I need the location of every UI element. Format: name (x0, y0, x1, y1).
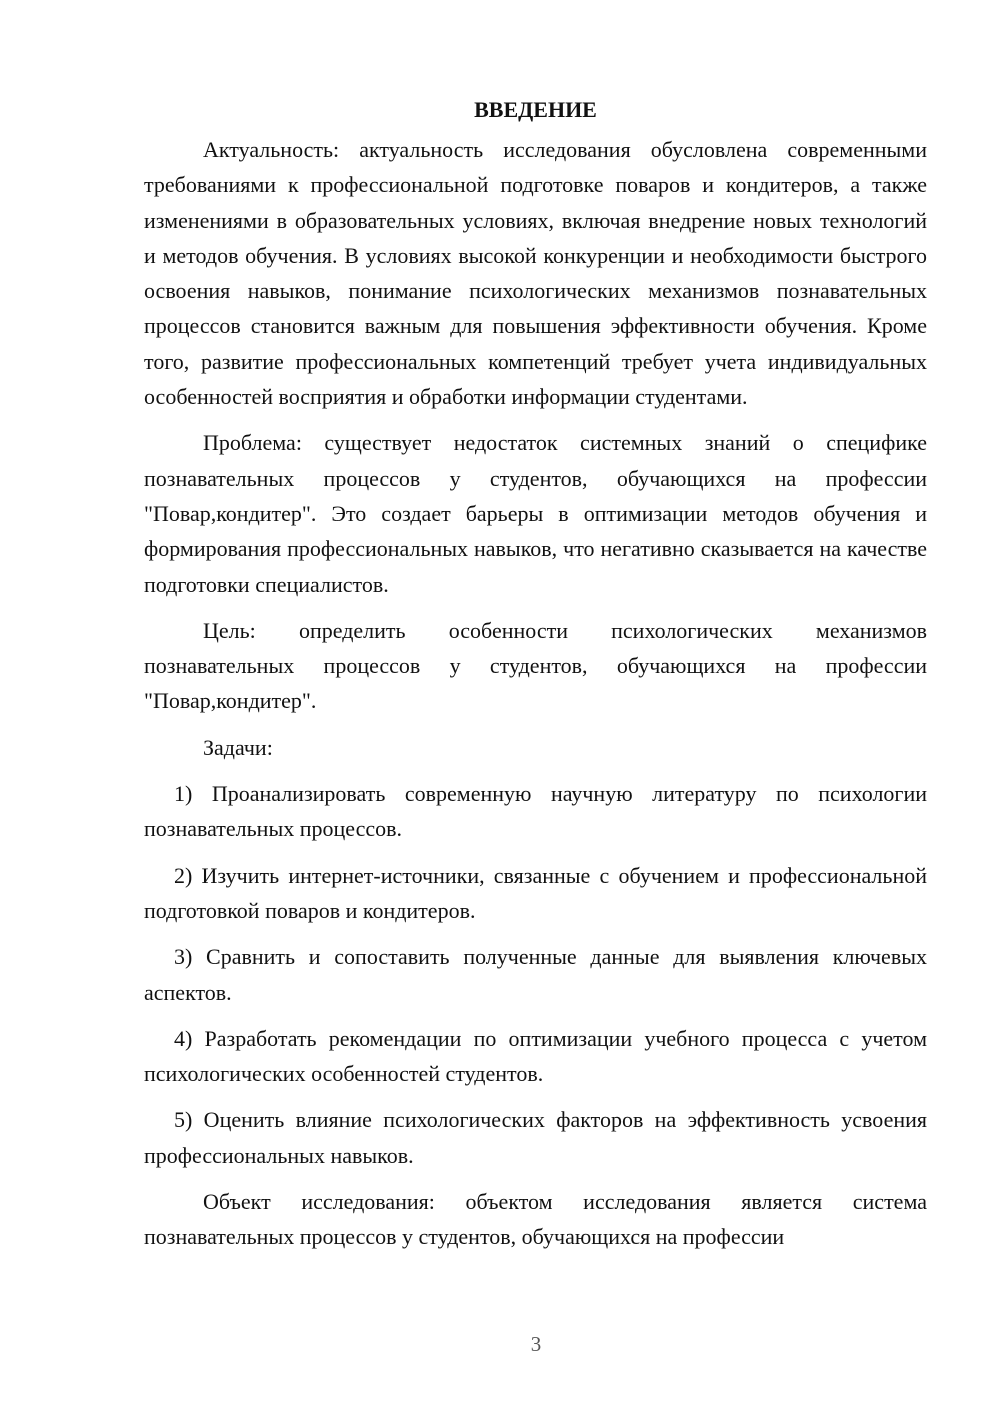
relevance-paragraph: Актуальность: актуальность исследования обусловлена современными требованиями к профессиональной подготовке поваров и кондитеров, а также изменениями в образовательных условиях, включая внедрение новых технологий и методов обучения. В условиях высокой конкуренции и необходимости быстрого освоения навыков, понимание психологических механизмов познавательных процессов становится важным для повышения эффективности обучения. Кроме того, развитие профессиональных компетенций требует учета индивидуальных особенностей восприятия и обработки информации студентами. (144, 137, 927, 410)
goal-paragraph: Цель: определить особенности психологических механизмов познавательных процессов у студентов, обучающихся на профессии "Повар,кондитер". (144, 617, 927, 714)
task-item: 5) Оценить влияние психологических факторов на эффективность усвоения профессиональных навыков. (144, 1107, 927, 1168)
task-item: 1) Проанализировать современную научную литературу по психологии познавательных процессов. (144, 781, 927, 842)
object-paragraph: Объект исследования: объектом исследования является система познавательных процессов у студентов, обучающихся на профессии (144, 1189, 927, 1250)
tasks-label: Задачи: (203, 734, 273, 760)
task-item: 3) Сравнить и сопоставить полученные данные для выявления ключевых аспектов. (144, 944, 927, 1005)
section-heading: ВВЕДЕНИЕ (474, 97, 597, 122)
page-number: 3 (530, 1332, 542, 1356)
tasks-list (144, 776, 927, 1173)
task-item: 2) Изучить интернет-источники, связанные с обучением и профессиональной подготовкой поваров и кондитеров. (144, 862, 927, 923)
document-page (144, 92, 927, 1266)
task-item: 4) Разработать рекомендации по оптимизации учебного процесса с учетом психологических особенностей студентов. (144, 1025, 927, 1087)
problem-paragraph: Проблема: существует недостаток системных знаний о специфике познавательных процессов у студентов, обучающихся на профессии "Повар,кондитер". Это создает барьеры в оптимизации методов обучения и формирования профессиональных навыков, что негативно сказывается на качестве подготовки специалистов. (144, 430, 927, 597)
